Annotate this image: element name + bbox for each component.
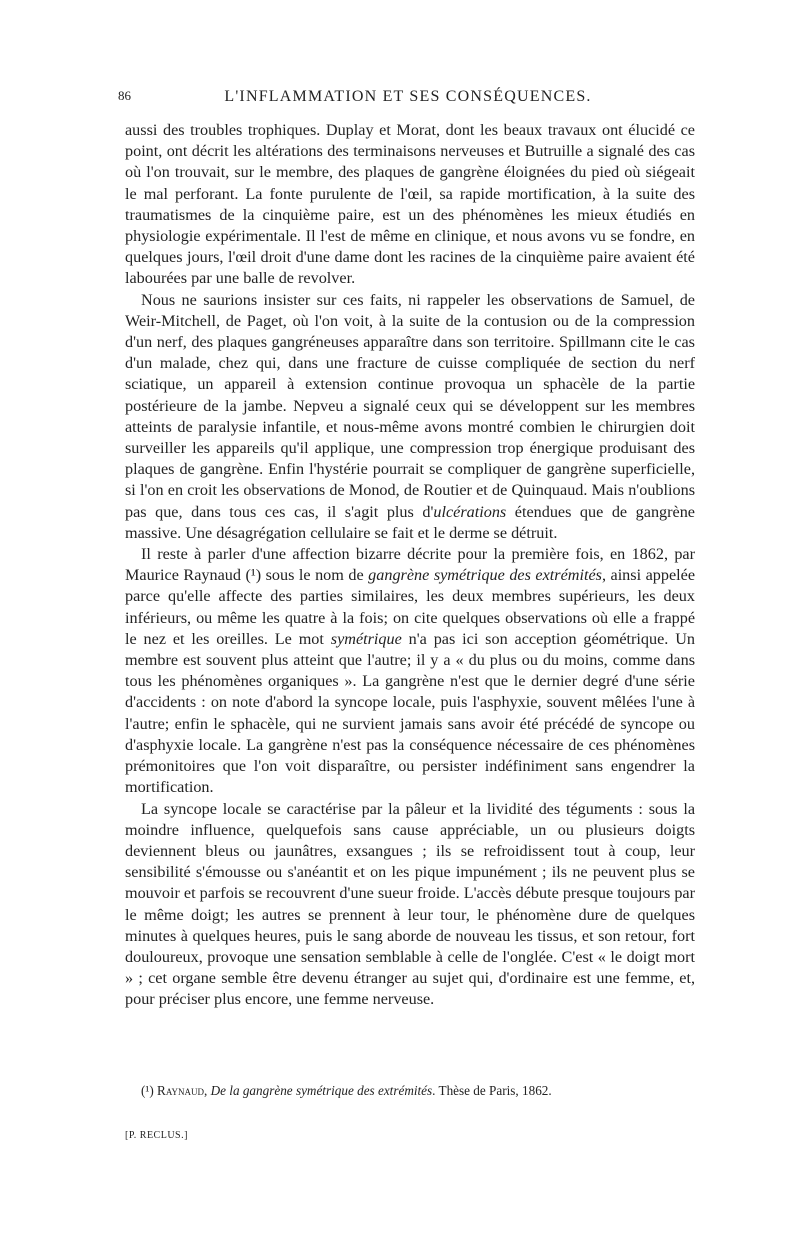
paragraph-1: aussi des troubles trophiques. Duplay et Morat, dont les beaux travaux ont élucidé ce point, ont décrit les altérations des terminaisons nerveuses et Butruille a signalé des cas où l'on trouvait, sur le membre, des plaques de gangrène éloignées du pied où siégeait le mal perforant. La fonte purulente de l'œil, sa rapide mortification, à la suite des traumatismes de la cinquième paire, est un des phénomènes les mieux étudiés en physiologie expérimentale. Il l'est de même en clinique, et nous avons vu se fondre, en quelques jours, l'œil droit d'une dame dont les racines de la cinquième paire avaient été labourées par une balle de revolver. [125, 121, 695, 288]
emphasis-ulcerations: ulcérations [433, 502, 507, 521]
paragraph-2: Nous ne saurions insister sur ces faits, ni rappeler les observations de Samuel, de Weir-Mitchell, de Paget, où l'on voit, à la suite de la contusion ou de la compression d'un nerf, des plaques gangréneuses apparaître dans son territoire. Spillmann cite le cas d'un malade, chez qui, dans une fracture de cuisse compliquée de section du nerf sciatique, un appareil à extension continue provoqua un sphacèle de la partie postérieure de la jambe. Nepveu a signalé ceux qui se développent sur les membres atteints de paralysie infantile, et nous-même avons montré combien le chirurgien doit surveiller les appareils qu'il applique, une compression trop énergique produisant des plaques de gangrène. Enfin l'hystérie pourrait se compliquer de gangrène superficielle, si l'on en croit les observations de Monod, de Routier et de Quinquaud. Mais n'oublions pas que, dans tous ces cas, il s'agit plus d'ulcérations étendues que de gangrène massive. Une désagrégation cellulaire se fait et le derme se détruit. [125, 290, 695, 542]
body-text [125, 120, 695, 1011]
printer-signature: [P. RECLUS.] [125, 1130, 188, 1141]
emphasis-symetrique: symétrique [330, 629, 402, 648]
paragraph-4: La syncope locale se caractérise par la pâleur et la lividité des téguments : sous la moindre influence, quelquefois sans cause appréciable, un ou plusieurs doigts deviennent bleus ou jaunâtres, exsangues ; ils se refroidissent tout à coup, leur sensibilité s'émousse ou s'anéantit et on les pique impunément ; ils ne peuvent plus se mouvoir et parfois se recouvrent d'une sueur froide. L'accès débute presque toujours par le même doigt; les autres se prennent à leur tour, le phénomène dure de quelques minutes à quelques heures, puis le sang aborde de nouveau les tissus, et son retour, fort douloureux, provoque une sensation semblable à celle de l'onglée. C'est « le doigt mort » ; cet organe semble être devenu étranger au sujet qui, d'ordinaire est une femme, et, pour préciser plus encore, une femme nerveuse. [125, 799, 695, 1009]
running-head: L'INFLAMMATION ET SES CONSÉQUENCES. [224, 88, 592, 105]
paragraph-3: Il reste à parler d'une affection bizarre décrite pour la première fois, en 1862, par Maurice Raynaud (¹) sous le nom de gangrène symétrique des extrémités, ainsi appelée parce qu'elle affecte des parties similaires, les deux membres supérieurs, les deux inférieurs, ou même les quatre à la fois; on cite quelques observations où elle a frappé le nez et les oreilles. Le mot symétrique n'a pas ici son acception géométrique. Un membre est souvent plus atteint que l'autre; il y a « du plus ou du moins, comme dans tous les phénomènes organiques ». La gangrène n'est que le dernier degré d'une série d'accidents : on note d'abord la syncope locale, puis l'asphyxie, souvent mêlées l'une à l'autre; enfin le sphacèle, qui ne survient jamais sans avoir été précédé de syncope ou d'asphyxie locale. La gangrène n'est pas la conséquence nécessaire de ces phénomènes prémonitoires que l'on voit disparaître, ou persister indéfiniment sans engendrer la mortification. [125, 545, 696, 797]
page-number: 86 [118, 88, 131, 103]
emphasis-gangrene-symetrique: gangrène symétrique des extrémités [368, 566, 602, 585]
footnote-author: Raynaud [157, 1083, 205, 1098]
page-header [118, 88, 698, 112]
footnote-title: De la gangrène symétrique des extrémités [210, 1083, 433, 1098]
footnote: (¹) Raynaud, De la gangrène symétrique des extrémités. Thèse de Paris, 1862. [141, 1083, 552, 1098]
